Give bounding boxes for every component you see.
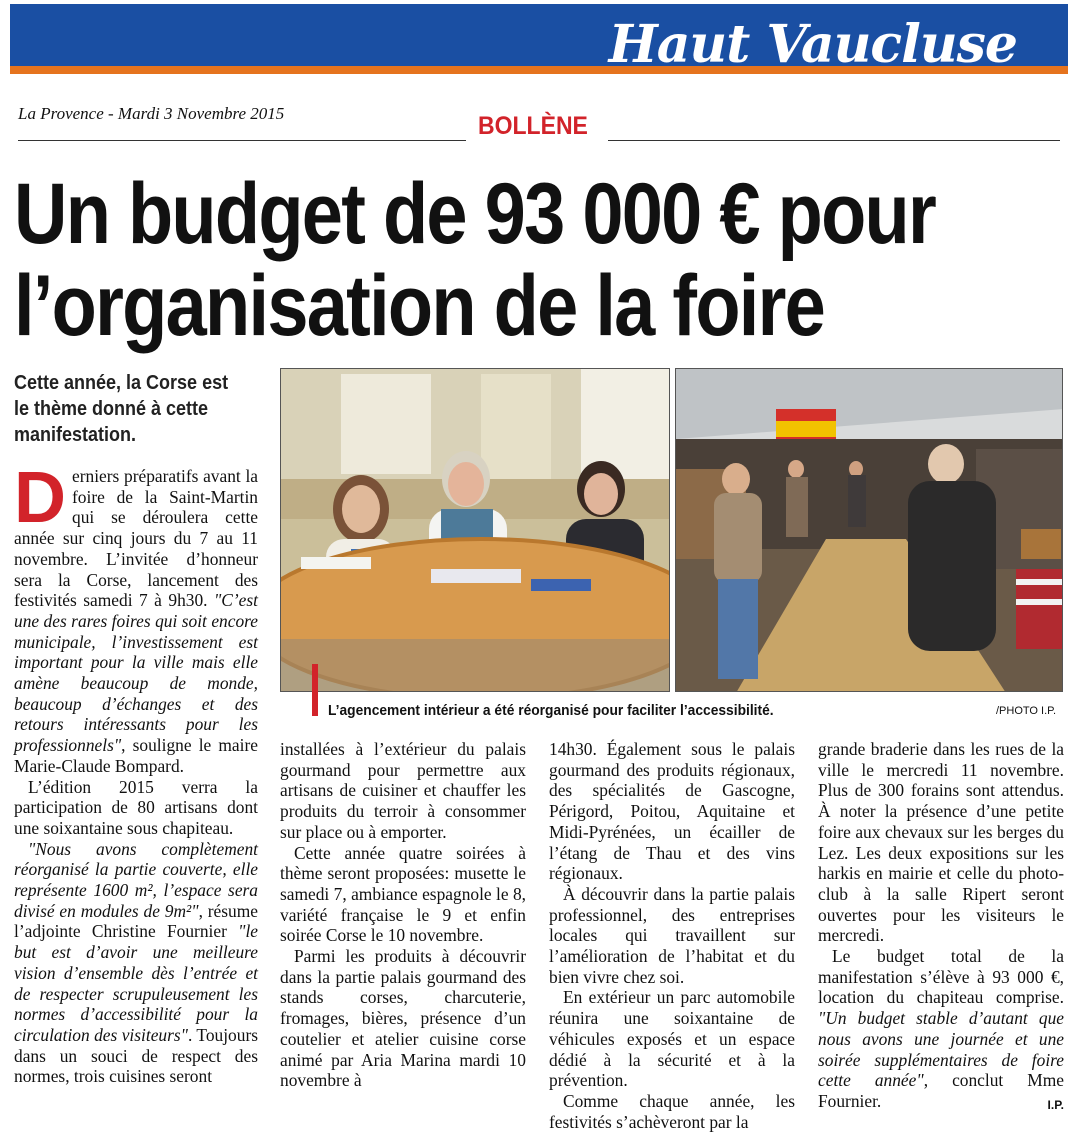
quote: "le but est d’avoir une meilleure vision d’ensemble dès l’entrée et de respecter scrupuleusement les normes d’accessibilité pour la circulation des visiteurs"	[14, 921, 258, 1045]
headline	[14, 166, 936, 354]
drop-cap: D	[14, 458, 66, 538]
rule-left	[18, 140, 466, 141]
paragraph: À découvrir dans la partie palais professionnel, des entreprises locales qui travaillent sur l’amélioration de l’habitat et du bien vivre chez soi.	[549, 883, 795, 987]
rule-right	[608, 140, 1060, 141]
text: , résume l’adjointe Christine Fournier	[14, 900, 258, 942]
quote: "Un budget stable d’autant que nous avons une journée et une soirée supplémentaires de foire cette année"	[818, 1008, 1064, 1091]
article-column-1	[14, 458, 258, 1087]
article-column-3	[549, 739, 795, 1132]
paragraph: 14h30. Également sous le palais gourmand des produits régionaux, des spécialités de Gascogne, Périgord, Poitou, Aquitaine et Midi-Pyrénées, un écailler de l’étang de Thau et des vins régionaux.	[549, 739, 795, 884]
photo-credit: /PHOTO I.P.	[996, 705, 1057, 717]
headline-line-2: l’organisation de la foire	[14, 258, 825, 354]
author-signature: I.P.	[1047, 1097, 1064, 1112]
paragraph: installées à l’extérieur du palais gourmand pour permettre aux artisans de cuisiner et chauffer les produits du terroir à consommer sur place ou à emporter.	[280, 739, 526, 842]
text: erniers préparatifs avant la foire de la Saint-Martin qui se déroulera cette année sur cinq jours du 7 au 11 novembre. L’invitée d’honneur sera la Corse, lancement des festivités samedi 7 à 9h30.	[14, 466, 258, 611]
photo-fair-hall	[675, 368, 1063, 692]
paragraph: Parmi les produits à découvrir dans la partie palais gourmand des stands corses, charcuterie, fromages, bières, présence d’un coutelier et atelier cuisine corse animé par Aria Marina mardi 10 novembre à	[280, 946, 526, 1091]
paragraph	[14, 839, 258, 1087]
text: . Toujours dans un souci de respect des normes, trois cuisines seront	[14, 1024, 258, 1087]
masthead-banner	[0, 0, 1077, 86]
paragraph: Cette année quatre soirées à thème seront proposées: musette le samedi 7, ambiance espagnole le 8, variété française le 9 et enfin soirée Corse le 10 novembre.	[280, 842, 526, 946]
paragraph	[14, 458, 258, 777]
paragraph: grande braderie dans les rues de la ville le mercredi 11 novembre. Plus de 300 forains sont attendus. À noter la présence d’une petite foire aux chevaux sur les berges du Lez. Les deux expositions sur les harkis en mairie et celle du photo-club à la salle Ripert seront ouvertes pour les visiteurs le mercredi.	[818, 739, 1064, 946]
headline-line-1: Un budget de 93 000 € pour	[14, 166, 936, 262]
quote: "C’est une des rares foires qui soit encore municipale, l’investissement est important pour la ville mais elle amène beaucoup de monde, beaucoup d’échanges et des retours intéressants pour les professionnels"	[14, 590, 258, 756]
text: , conclut Mme Fournier.	[818, 1070, 1064, 1111]
text: Le budget total de la manifestation s’élève à 93 000 €, location du chapiteau comprise.	[818, 946, 1064, 1008]
quote: "Nous avons complètement réorganisé la partie couverte, elle représente 1600 m², l’espace sera divisé en modules de 9m²"	[14, 838, 258, 921]
article-column-4	[818, 739, 1064, 1116]
dateline: La Provence - Mardi 3 Novembre 2015	[18, 104, 285, 123]
lead-paragraph: Cette année, la Corse est le thème donné à cette manifestation.	[14, 372, 229, 446]
banner-title: Haut Vaucluse	[608, 14, 1017, 75]
paragraph: Comme chaque année, les festivités s’achèveront par la	[549, 1090, 795, 1132]
photo-meeting	[280, 368, 670, 692]
paragraph: L’édition 2015 verra la participation de 80 artisans dont une soixantaine sous chapiteau.	[14, 776, 258, 838]
photo-caption: L’agencement intérieur a été réorganisé pour faciliter l’accessibilité.	[328, 702, 774, 719]
text: , souligne le maire Marie-Claude Bompard.	[14, 735, 258, 776]
section-label: BOLLÈNE	[478, 112, 588, 140]
caption-accent-bar	[312, 664, 318, 716]
article-column-2	[280, 739, 526, 1091]
paragraph: En extérieur un parc automobile réunira une soixantaine de véhicules exposés et un espace dédié à la sécurité et à la prévention.	[549, 987, 795, 1091]
paragraph	[818, 946, 1064, 1112]
